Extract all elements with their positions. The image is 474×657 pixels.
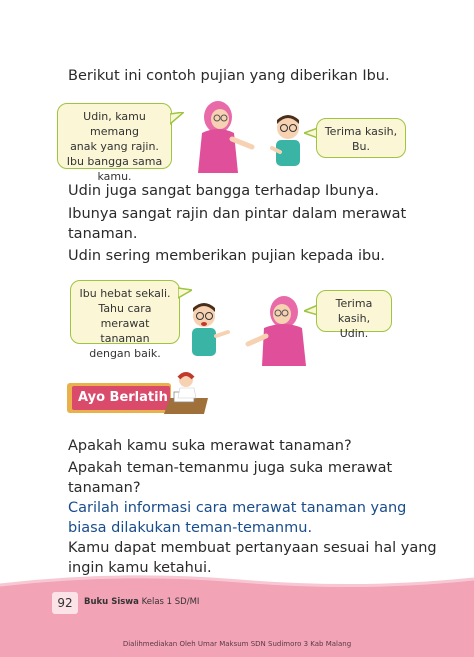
speech-bubble-boy-1 [316, 118, 406, 158]
bubble-line: Udin, kamu memang [83, 110, 146, 138]
question-line: tanaman? [68, 480, 141, 496]
instruction-line: biasa dilakukan teman-temanmu. [68, 520, 313, 536]
speech-bubble-boy-2 [70, 280, 180, 360]
paragraph-line: Ibunya sangat rajin dan pintar dalam merawat [68, 206, 407, 222]
book-title-rest: Kelas 1 SD/MI [141, 597, 200, 607]
question-line: Apakah kamu suka merawat tanaman? [68, 438, 352, 454]
mother-illustration-icon [240, 290, 320, 368]
closing-line: Kamu dapat membuat pertanyaan sesuai hal yang [68, 540, 437, 556]
section-label: Ayo Berlatih [72, 386, 170, 410]
bubble-line: Terima kasih, [335, 297, 373, 325]
paragraph-line: Udin juga sangat bangga terhadap Ibunya. [68, 183, 379, 199]
bubble-line: Udin. [339, 327, 369, 340]
intro-text: Berikut ini contoh pujian yang diberikan Ibu. [68, 68, 390, 84]
bubble-line: Tahu cara [98, 302, 152, 315]
boy-illustration-icon [182, 300, 232, 360]
bubble-line: Bu. [351, 140, 370, 153]
credit-line: Dialihmediakan Oleh Umar Maksum SDN Sudimoro 3 Kab Malang [122, 640, 352, 648]
closing-line: ingin kamu ketahui. [68, 560, 212, 576]
book-title [84, 597, 199, 607]
bubble-line: Ibu bangga sama [66, 155, 163, 168]
boy-illustration-icon [266, 112, 310, 170]
bubble-line: Terima kasih, [324, 125, 398, 138]
bubble-line: dengan baik. [89, 347, 161, 360]
speech-bubble-mother-1 [57, 103, 172, 183]
question-line: Apakah teman-temanmu juga suka merawat [68, 460, 393, 476]
bubble-line: anak yang rajin. [70, 140, 159, 153]
bubble-line: merawat tanaman [100, 317, 150, 345]
paragraph-line: Udin sering memberikan pujian kepada ibu. [68, 248, 385, 264]
bubble-line: Ibu hebat sekali. [79, 287, 171, 300]
bubble-line: kamu. [97, 170, 132, 183]
instruction-line: Carilah informasi cara merawat tanaman yang [68, 500, 407, 516]
bubble-tail-icon [178, 286, 192, 300]
paragraph-line: tanaman. [68, 226, 138, 242]
book-title-bold: Buku Siswa [84, 597, 139, 607]
mother-illustration-icon [182, 95, 262, 175]
page-number: 92 [52, 592, 78, 614]
student-writing-icon [160, 370, 210, 416]
speech-bubble-mother-2 [316, 290, 392, 340]
